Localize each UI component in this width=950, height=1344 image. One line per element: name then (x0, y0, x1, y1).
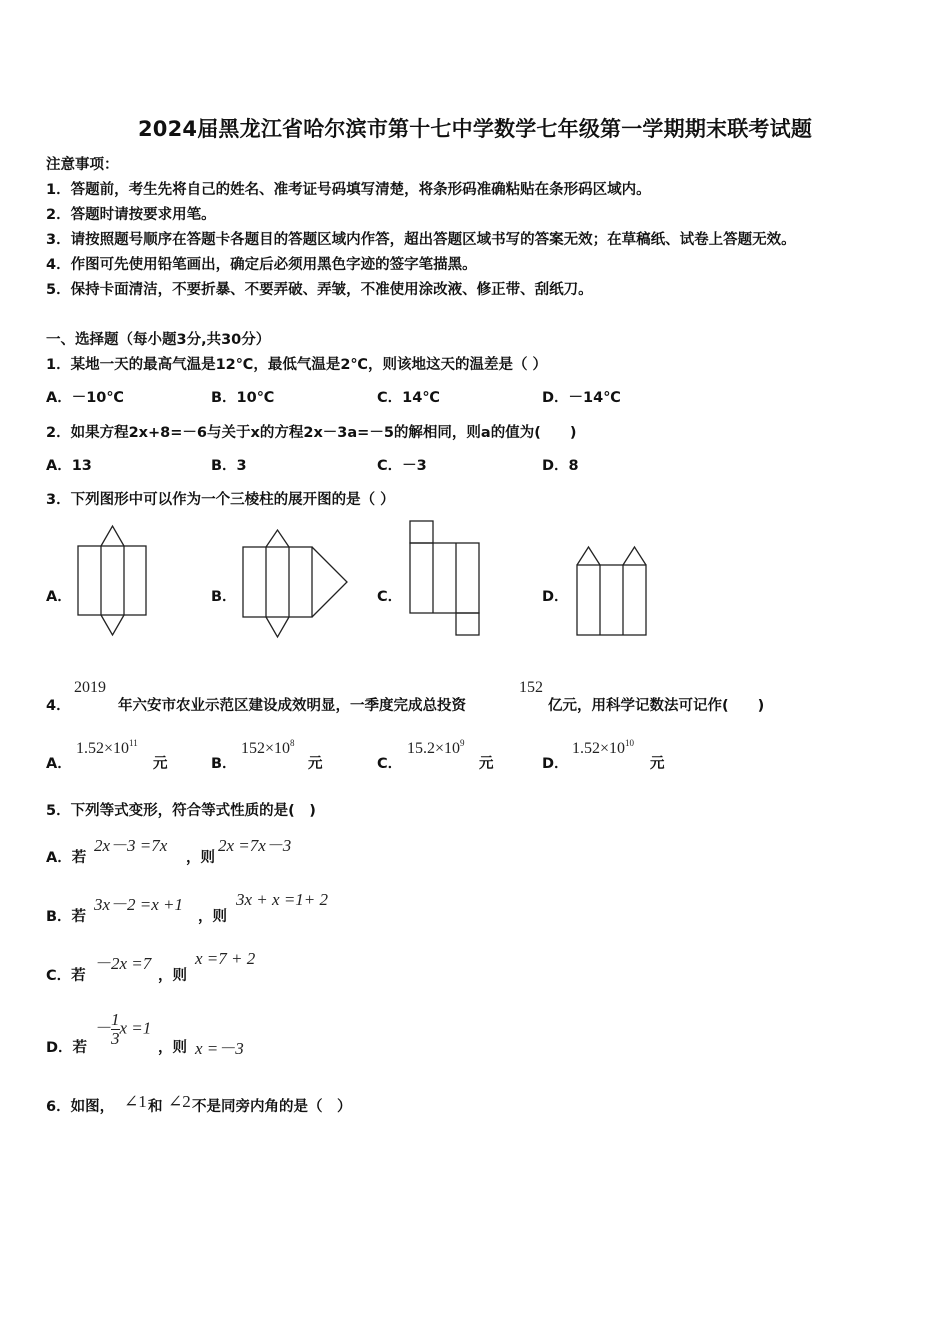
page-title: 2024届黑龙江省哈尔滨市第十七中学数学七年级第一学期期末联考试题 (137, 117, 813, 141)
q5-option-a-label: A．若 (46, 850, 87, 866)
question-3-stem: 3．下列图形中可以作为一个三棱柱的展开图的是（ ） (46, 492, 395, 508)
q5-option-c-then: x =7 + 2 (195, 949, 256, 968)
question-4-number: 4． (46, 698, 71, 714)
q2-option-b: B．3 (211, 458, 247, 474)
q5-option-b-then: 3x + x =1+ 2 (236, 890, 329, 909)
question-5-stem: 5．下列等式变形，符合等式性质的是( ) (46, 803, 316, 819)
q4-option-c-label: C． (377, 756, 403, 772)
q4-option-d-label: D． (542, 756, 569, 772)
q4-option-a-unit: 元 (153, 756, 168, 772)
q5-option-a-then: 2x =7x－3 (218, 836, 292, 855)
q5-option-b-label: B．若 (46, 909, 87, 925)
q4-stem-tail: 亿元，用科学记数法可记作( ) (548, 698, 765, 714)
q4-option-a-value: $1.52\times 10^{11}$ (76, 738, 138, 757)
q4-amount: 152 (519, 679, 543, 696)
q1-option-d: D．－14℃ (542, 390, 621, 406)
q5-option-d-then: x =－3 (195, 1039, 244, 1058)
q2-option-a: A．13 (46, 458, 92, 474)
net-figure-d (574, 543, 650, 639)
net-figure-a (75, 522, 151, 638)
q4-option-b-label: B． (211, 756, 237, 772)
q2-option-c: C．－3 (377, 458, 427, 474)
question-1-stem: 1．某地一天的最高气温是12℃，最低气温是2℃，则该地这天的温差是（ ） (46, 357, 548, 373)
q5-then-word: ，则 (198, 909, 227, 925)
q4-year: 2019 (74, 679, 106, 696)
q4-option-d-unit: 元 (650, 756, 665, 772)
q5-option-c-if: －2x =7 (94, 954, 152, 973)
q5-option-a-if: 2x－3 =7x (94, 836, 168, 855)
q6-angle-1: ∠1 (124, 1092, 147, 1111)
q2-option-d: D．8 (542, 458, 579, 474)
q6-and: 和 (148, 1099, 163, 1115)
q1-option-c: C．14℃ (377, 390, 440, 406)
notice-item: 4．作图可先使用铅笔画出，确定后必须用黑色字迹的签字笔描黑。 (46, 257, 477, 273)
question-2-stem: 2．如果方程2x+8=－6与关于x的方程2x－3a=－5的解相同，则a的值为( ) (46, 425, 577, 441)
q4-option-b-unit: 元 (308, 756, 323, 772)
notice-item: 3．请按照题号顺序在答题卡各题目的答题区域内作答，超出答题区域书写的答案无效；在草稿纸、试卷上答题无效。 (46, 232, 796, 248)
notice-item: 5．保持卡面清洁，不要折暴、不要弄破、弄皱，不准使用涂改液、修正带、刮纸刀。 (46, 282, 593, 298)
question-6-number: 6．如图， (46, 1099, 115, 1115)
net-figure-c (407, 518, 483, 640)
q3-option-b: B． (211, 589, 237, 605)
q3-option-a: A． (46, 589, 72, 605)
notice-item: 1．答题前，考生先将自己的姓名、准考证号码填写清楚，将条形码准确粘贴在条形码区域内。 (46, 182, 651, 198)
section-heading: 一、选择题（每小题3分,共30分） (46, 332, 271, 348)
q4-option-a-label: A． (46, 756, 72, 772)
q4-option-c-unit: 元 (479, 756, 494, 772)
q4-option-c-value: $15.2\times 10^9$ (407, 738, 465, 757)
q4-stem-middle: 年六安市农业示范区建设成效明显，一季度完成总投资 (118, 698, 466, 714)
q4-option-d-value: $1.52\times 10^{10}$ (572, 738, 635, 757)
q4-option-b-value: $152\times 10^8$ (241, 738, 295, 757)
q5-option-d-label: D．若 (46, 1040, 88, 1056)
notice-heading: 注意事项： (46, 157, 119, 173)
q5-option-c-label: C．若 (46, 968, 86, 984)
q1-option-b: B．10℃ (211, 390, 275, 406)
q5-then-word: ，则 (186, 850, 215, 866)
q5-then-word: ，则 (158, 968, 187, 984)
notice-item: 2．答题时请按要求用笔。 (46, 207, 216, 223)
q6-stem-tail: 不是同旁内角的是（ ） (192, 1099, 352, 1115)
q5-option-d-if: － $\frac{1}{3}$ x =1 (94, 1010, 152, 1048)
q3-option-c: C． (377, 589, 403, 605)
q3-option-d: D． (542, 589, 569, 605)
q5-then-word: ，则 (158, 1040, 187, 1056)
q5-option-b-if: 3x－2 =x +1 (94, 895, 184, 914)
q1-option-a: A．－10℃ (46, 390, 124, 406)
net-figure-b (240, 527, 352, 641)
q6-angle-2: ∠2 (168, 1092, 191, 1111)
